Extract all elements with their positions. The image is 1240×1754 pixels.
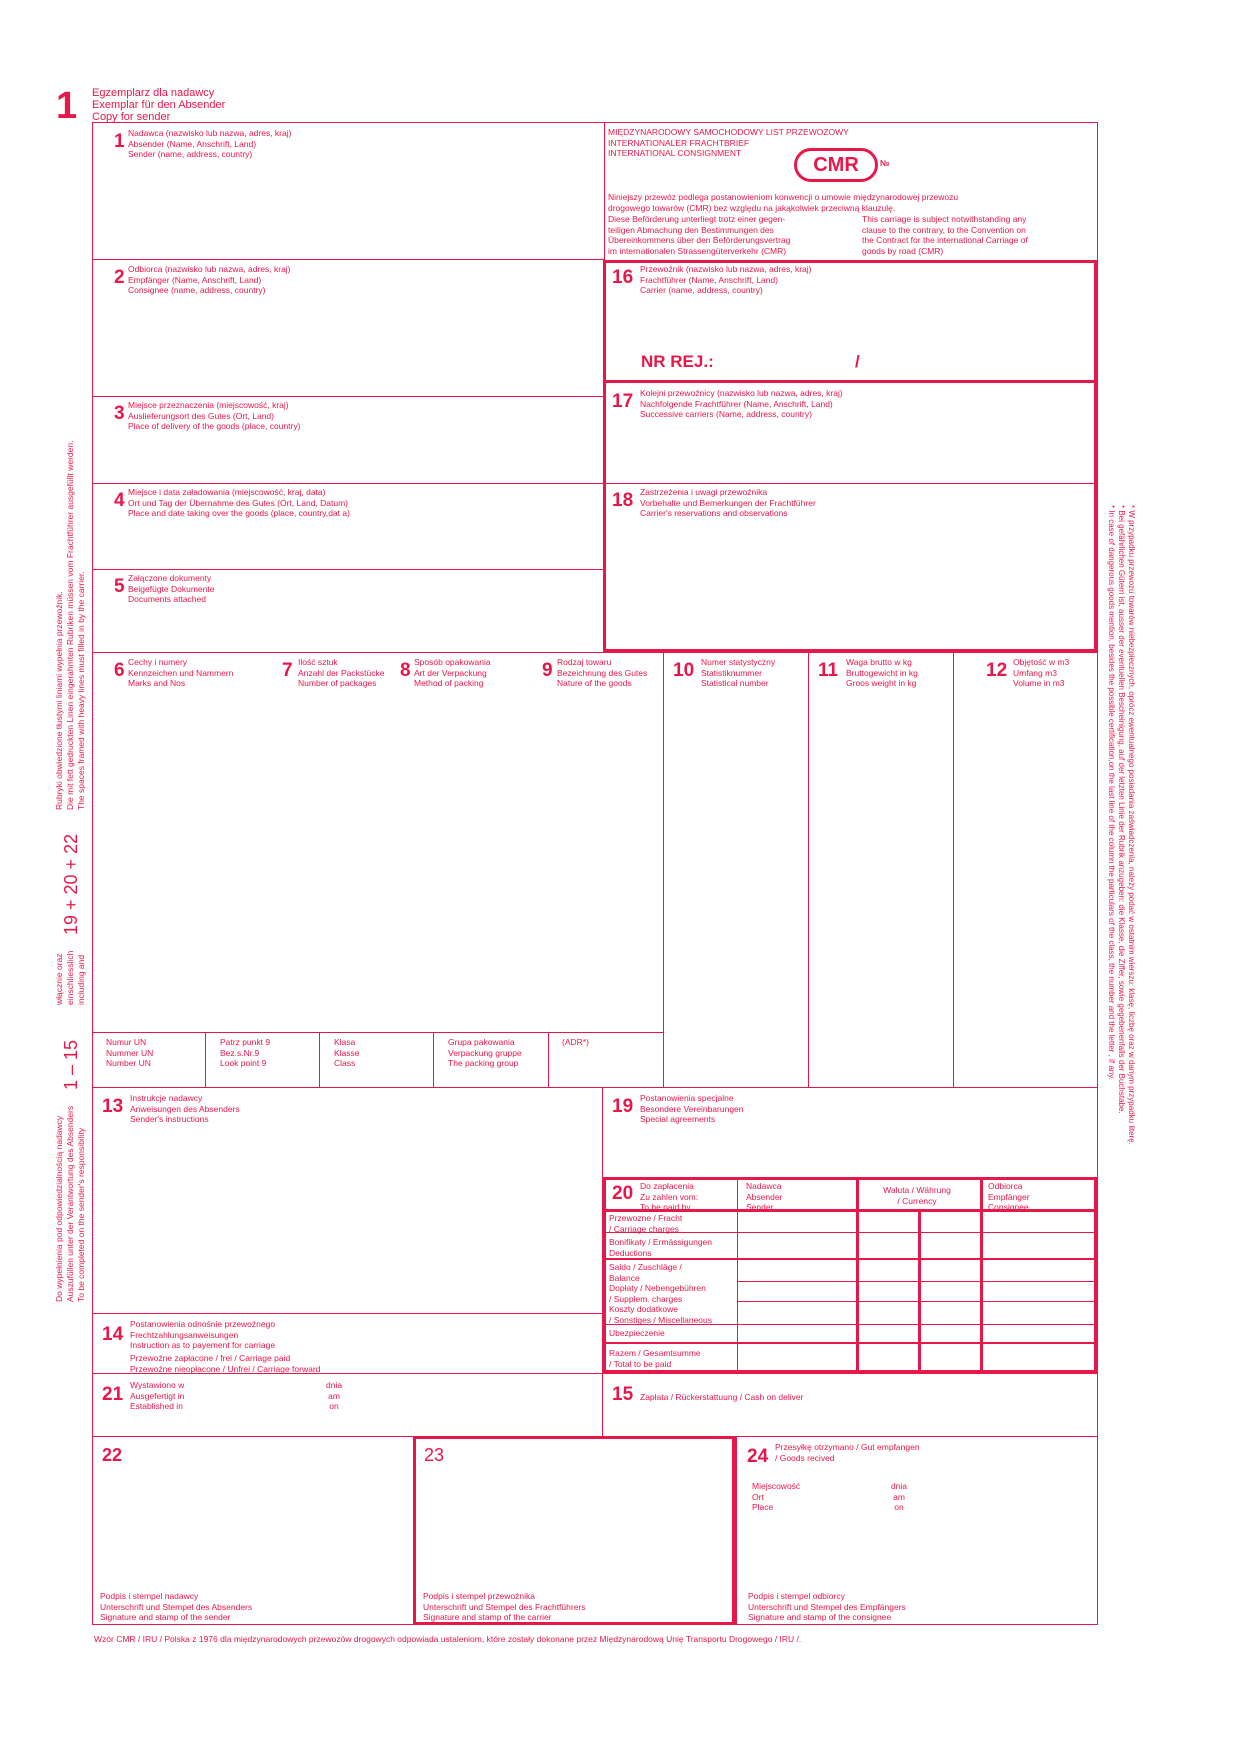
field-10-statistical[interactable]: Numer statystyczny Statistiknummer Statistical number — [701, 657, 776, 688]
field-7-number: 7 — [282, 660, 293, 681]
field-21-number: 21 — [102, 1384, 124, 1405]
row-miscellaneous: Koszty dodatkowe / Sonstiges / Miscellaneous — [609, 1304, 712, 1325]
copy-number: 1 — [56, 85, 78, 127]
copy-label: Egzemplarz dla nadawcy Exemplar für den Absender Copy for sender — [92, 87, 226, 123]
field-11-number: 11 — [818, 660, 839, 681]
field-20-number: 20 — [612, 1183, 634, 1204]
field-2-consignee[interactable]: Odbiorca (nazwisko lub nazwa, adres, kraj) Empfänger (Name, Anschrift, Land) Consignee (name, address, country) — [128, 264, 291, 295]
field-23-number: 23 — [424, 1445, 445, 1465]
field-20-consignee-column: Odbiorca Empfänger Consignee — [988, 1181, 1030, 1212]
field-10-number: 10 — [673, 660, 695, 681]
consignment-number-label: № — [880, 158, 890, 168]
registration-number-label: NR REJ.: — [641, 352, 714, 371]
field-19-special-agreements[interactable]: Postanowienia specjalne Besondere Vereinbarungen Special agreements — [640, 1093, 744, 1124]
adr-look-point[interactable]: Patrz punkt 9 Bez.s.Nr.9 Look point 9 — [220, 1037, 271, 1068]
field-24-consignee-signature[interactable]: Podpis i stempel odbiorcy Unterschrift und Stempel des Empfängers Signature and stamp of the consignee — [748, 1591, 906, 1622]
field-11-weight[interactable]: Waga brutto w kg Bruttogewicht in kg Groos weight in kg — [846, 657, 918, 688]
field-6-number: 6 — [114, 660, 125, 681]
field-5-documents[interactable]: Załączone dokumenty Beigefügte Dokumente Documents attached — [128, 573, 215, 604]
field-19-number: 19 — [612, 1096, 634, 1117]
field-24-goods-received: Przesyłkę otrzymano / Gut empfangen / Goods recived — [775, 1442, 920, 1463]
field-17-number: 17 — [612, 391, 634, 412]
field-3-place-of-delivery[interactable]: Miejsce przeznaczenia (miejscowość, kraj) Auslieferungsort des Gutes (Ort, Land) Place of delivery of the goods (place, country) — [128, 400, 301, 431]
field-20-currency-column: Waluta / Währung / Currency — [883, 1185, 951, 1206]
field-1-sender[interactable]: Nadawca (nazwisko lub nazwa, adres, kraj) Absender (Name, Anschrift, Land) Sender (name, address, country) — [128, 128, 292, 159]
field-8-packing[interactable]: Sposób opakowania Art der Verpackung Method of packing — [414, 657, 491, 688]
row-deductions: Bonifikaty / Ermässigungen Deductions — [609, 1237, 712, 1258]
field-16-number: 16 — [612, 267, 634, 288]
left-fields-sender: 1 – 15 — [61, 1039, 81, 1090]
row-carriage-charges: Przewozne / Fracht / Carriage charges — [609, 1213, 683, 1234]
header-text-de: Diese Beförderung unterliegt trotz einer gegen- teiligen Abmachung den Bestimmungen des Übereinkommens über den Beförderungsvertrag im internationalen Strassengüterverkehr (CMR) — [608, 214, 791, 256]
field-17-successive-carriers[interactable]: Kolejni przewoźnicy (nazwisko lub nazwa, adres, kraj) Nachfolgende Frachtführer (Name, Anschrift, Land) Successive carriers (Name, address, country) — [640, 388, 843, 419]
adr-un-number[interactable]: Numur UN Nummer UN Number UN — [106, 1037, 154, 1068]
field-18-reservations[interactable]: Zastrzeżenia i uwagi przewoźnika Vorbehalte und Bemerkungen der Frachtführer Carrier's reservations and observations — [640, 487, 816, 518]
field-3-number: 3 — [114, 403, 125, 424]
row-supplementary-charges: Dopłaty / Nebengebühren / Supplem. charges — [609, 1283, 706, 1304]
header-text-pl: Niniejszy przewóz podlega postanowieniom konwencji o umowie międzynarodowej przewozu drogowego towarów (CMR) bez względu na jakąkolwiek przeciwną klauzulę. — [608, 192, 959, 213]
cmr-logo: CMR — [794, 148, 878, 182]
field-22-sender-signature[interactable]: Podpis i stempel nadawcy Unterschrift und Stempel des Absenders Signature and stamp of the sender — [100, 1591, 253, 1622]
footer-note: Wzór CMR / IRU / Polska z 1976 dla międzynarodowych przewozów drogowych odpowiada ustaleniom, które zostały dokonane przez Międzynarodową Unię Transportu Drogowego / IRU /. — [94, 1634, 802, 1644]
field-22-number: 22 — [102, 1445, 123, 1465]
field-12-volume[interactable]: Objętość w m3 Umfang m3 Volume in m3 — [1013, 657, 1070, 688]
field-24-date[interactable]: dnia am on — [890, 1481, 908, 1512]
field-13-sender-instructions[interactable]: Instrukcje nadawcy Anweisungen des Absenders Sender's instructions — [130, 1093, 240, 1124]
header-text-en: This carriage is subject notwithstanding any clause to the contrary, to the Convention on the Contract for the international Carriage of goods by road (CMR) — [862, 214, 1028, 256]
cmr-title: MIĘDZYNARODOWY SAMOCHODOWY LIST PRZEWOZOWY INTERNATIONALER FRACHTBRIEF INTERNATIONAL CONSIGNMENT — [608, 127, 849, 158]
left-fields-carrier: 19 + 20 + 22 — [61, 833, 81, 935]
carrier-frame — [603, 260, 1097, 652]
field-20-to-be-paid-by: Do zapłacenia Zu zahlen vom: To be paid by — [640, 1181, 699, 1212]
row-total: Razem / Gesamtsumme / Total to be paid — [609, 1348, 701, 1369]
left-note-sender: Do wypełnienia pod odpowiedzialnością nadawcy Auszufüllen unter der Verantwortung des Absenders To be completed on the sender's responsibility — [54, 1105, 86, 1302]
field-21-date[interactable]: dnia am on — [326, 1380, 343, 1411]
adr-packing-group[interactable]: Grupa pakowania Verpackung gruppe The packing group — [448, 1037, 522, 1068]
field-18-number: 18 — [612, 490, 634, 511]
row-balance: Saldo / Zuschläge / Balance — [609, 1262, 682, 1283]
right-dangerous-goods-note: * W przypadku przewozu towarów niebezpiecznych, oprócz ewentualnego posiadania zaświadczenia, należy podać w ostatnim wierszu: klasę, liczbę oraz w danym przypadku literę. * Bei gefährlichen Gütern ist, ausser der eventuellen Bescheinigung, auf der letzten Linie der Rubrik anzugeben: die Klasse, die Ziffer, sowie gegebenenfalls der Buchstabe. * In case of dangerous goods mention, besides the possible certification,on the last line of the column the particulars of the class, the number and the letter , if any. — [1107, 505, 1136, 1145]
field-15-cash-on-delivery[interactable]: Zapłata / Rückerstattuung / Cash on deliver — [640, 1392, 804, 1402]
left-note-carrier: Rubryki obwiedzione tłustymi liniami wypełnia przewoźnik. Die mit fett gedruckten Linen eingerahmten Rubriken müssen vom Frachtführer ausgefüllt werden. The spaces framed with heavy lines must filled in by the carrier. — [54, 440, 86, 810]
field-24-number: 24 — [747, 1446, 769, 1467]
field-7-packages[interactable]: Ilość sztuk Anzahl der Packstücke Number of packages — [298, 657, 385, 688]
field-4-number: 4 — [114, 490, 125, 511]
field-23-carrier-signature[interactable]: Podpis i stempel przewoźnika Unterschrift und Stempel des Frachtführers Signature and stamp of the carrier — [423, 1591, 586, 1622]
field-8-number: 8 — [400, 660, 411, 681]
field-6-marks[interactable]: Cechy i numery Kennzeichen und Nammern Marks and Nos — [128, 657, 234, 688]
field-2-number: 2 — [114, 267, 125, 288]
field-12-number: 12 — [986, 660, 1008, 681]
field-13-number: 13 — [102, 1096, 124, 1117]
left-note-including: włącznie oraz einschliesslich including and — [54, 950, 86, 1005]
field-14-carriage-paid-forward[interactable]: Przewoźne zapłacone / frei / Carriage paid Przewoźne nieopłacone / Unfrei / Carriage forward — [130, 1353, 321, 1374]
field-16-carrier[interactable]: Przewoźnik (nazwisko lub nazwa, adres, kraj) Frachtführer (Name, Anschrift, Land) Carrier (name, address, country) — [640, 264, 812, 295]
adr-label: (ADR*) — [562, 1037, 589, 1047]
field-14-payment-instructions[interactable]: Postanowienia odnośnie przewoźnego Frechtzahlungsanweisungen Instruction as to payement for carriage — [130, 1319, 276, 1350]
field-5-number: 5 — [114, 576, 125, 597]
field-9-number: 9 — [542, 660, 553, 681]
registration-slash: / — [855, 352, 860, 371]
adr-class[interactable]: Klasa Klasse Class — [334, 1037, 360, 1068]
field-9-nature[interactable]: Rodzaj towaru Bezeichnung des Gutes Nature of the goods — [557, 657, 648, 688]
field-14-number: 14 — [102, 1324, 124, 1345]
field-1-number: 1 — [114, 131, 125, 152]
field-20-sender-column: Nadawca Absender Sender — [746, 1181, 783, 1212]
field-24-place[interactable]: Miejscowość Ort Place — [752, 1481, 801, 1512]
field-15-number: 15 — [612, 1384, 634, 1405]
row-insurance: Ubezpieczenie — [609, 1328, 665, 1338]
field-4-place-date-loading[interactable]: Miejsce i data załadowania (miejscowość, kraj, data) Ort und Tag der Übernahme des Gutes (Ort, Land, Datum) Place and date taking over the goods (place, country,dat a) — [128, 487, 350, 518]
field-21-established-in[interactable]: Wystawiono w Ausgefertigt in Established in — [130, 1380, 185, 1411]
